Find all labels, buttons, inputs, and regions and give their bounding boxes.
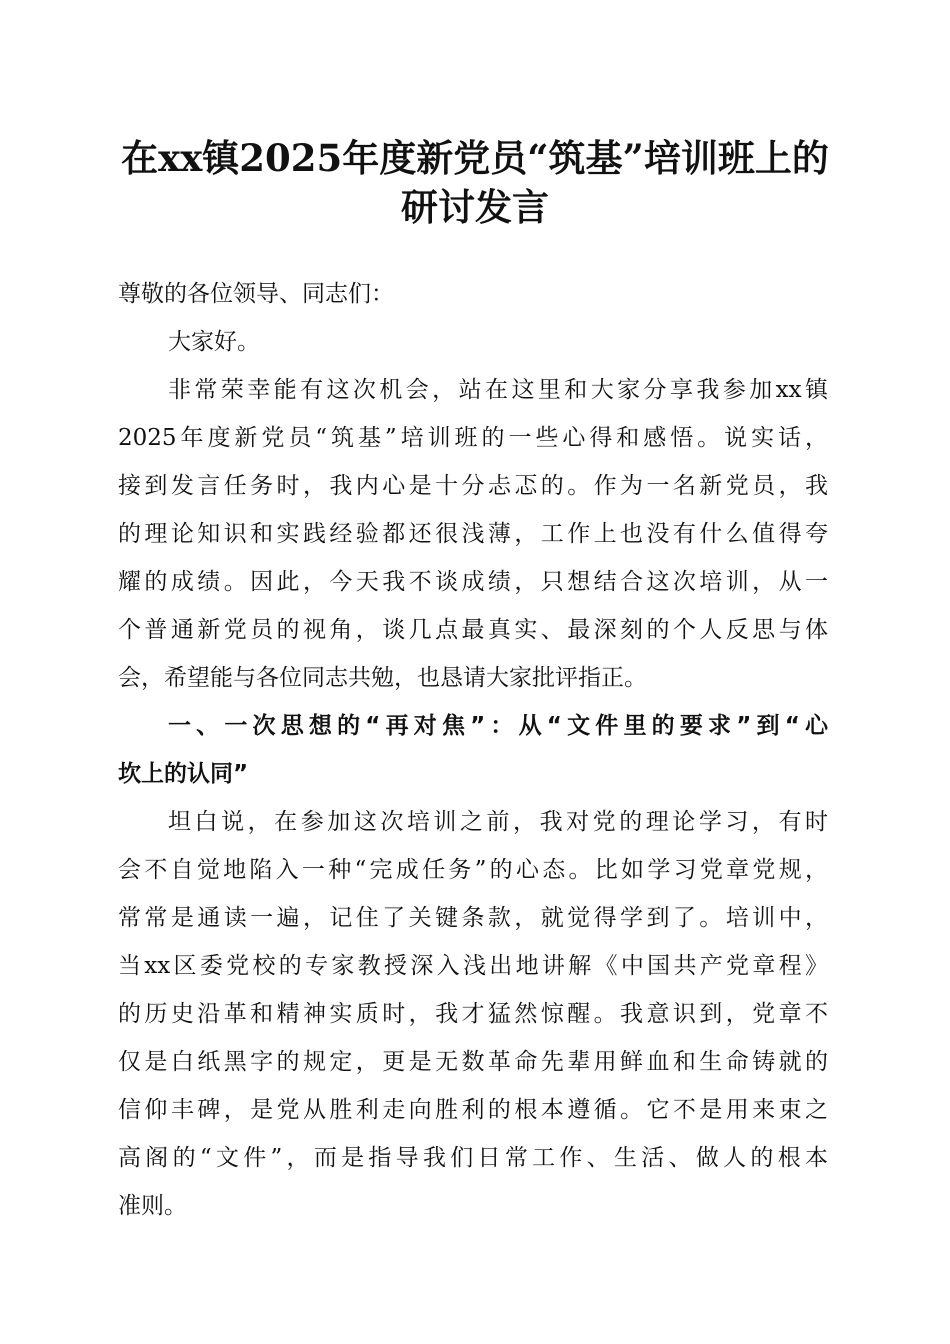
- paragraph-line: 个普通新党员的视角，谈几点最真实、最深刻的个人反思与体: [118, 617, 828, 643]
- paragraph-line: 准则。: [118, 1193, 187, 1219]
- paragraph-line: 坦白说，在参加这次培训之前，我对党的理论学习，有时: [168, 809, 828, 835]
- paragraph-line: 信仰丰碑，是党从胜利走向胜利的根本遵循。它不是用来束之: [118, 1097, 828, 1123]
- section-heading-line: 坎上的认同”: [118, 761, 249, 787]
- paragraph-line: 会不自觉地陷入一种“完成任务”的心态。比如学习党章党规，: [118, 857, 828, 883]
- paragraph-line: 仅是白纸黑字的规定，更是无数革命先辈用鲜血和生命铸就的: [118, 1049, 828, 1075]
- paragraph-line: 非常荣幸能有这次机会，站在这里和大家分享我参加xx镇: [168, 377, 828, 403]
- paragraph-line: 高阁的“文件”，而是指导我们日常工作、生活、做人的根本: [118, 1145, 828, 1171]
- document-title-line-1: 在xx镇2025年度新党员“筑基”培训班上的: [121, 136, 829, 180]
- document-title-line-2: 研讨发言: [401, 185, 549, 229]
- paragraph-line: 耀的成绩。因此，今天我不谈成绩，只想结合这次培训，从一: [118, 569, 828, 595]
- document-body: [118, 270, 828, 1230]
- paragraph-line: 常常是通读一遍，记住了关键条款，就觉得学到了。培训中，: [118, 905, 828, 931]
- paragraph-line: 接到发言任务时，我内心是十分忐忑的。作为一名新党员，我: [118, 473, 828, 499]
- section-heading-line: 一、一次思想的“再对焦”：从“文件里的要求”到“心: [168, 713, 828, 739]
- paragraph-line: 的历史沿革和精神实质时，我才猛然惊醒。我意识到，党章不: [118, 1001, 828, 1027]
- paragraph-line: 的理论知识和实践经验都还很浅薄，工作上也没有什么值得夸: [118, 521, 828, 547]
- paragraph-line: 2025年度新党员“筑基”培训班的一些心得和感悟。说实话，: [118, 425, 828, 451]
- paragraph-line: 当xx区委党校的专家教授深入浅出地讲解《中国共产党章程》: [118, 953, 828, 979]
- paragraph-line: 尊敬的各位领导、同志们：: [118, 281, 394, 307]
- paragraph-line: 会，希望能与各位同志共勉，也恳请大家批评指正。: [118, 665, 647, 691]
- paragraph-line: 大家好。: [168, 329, 260, 355]
